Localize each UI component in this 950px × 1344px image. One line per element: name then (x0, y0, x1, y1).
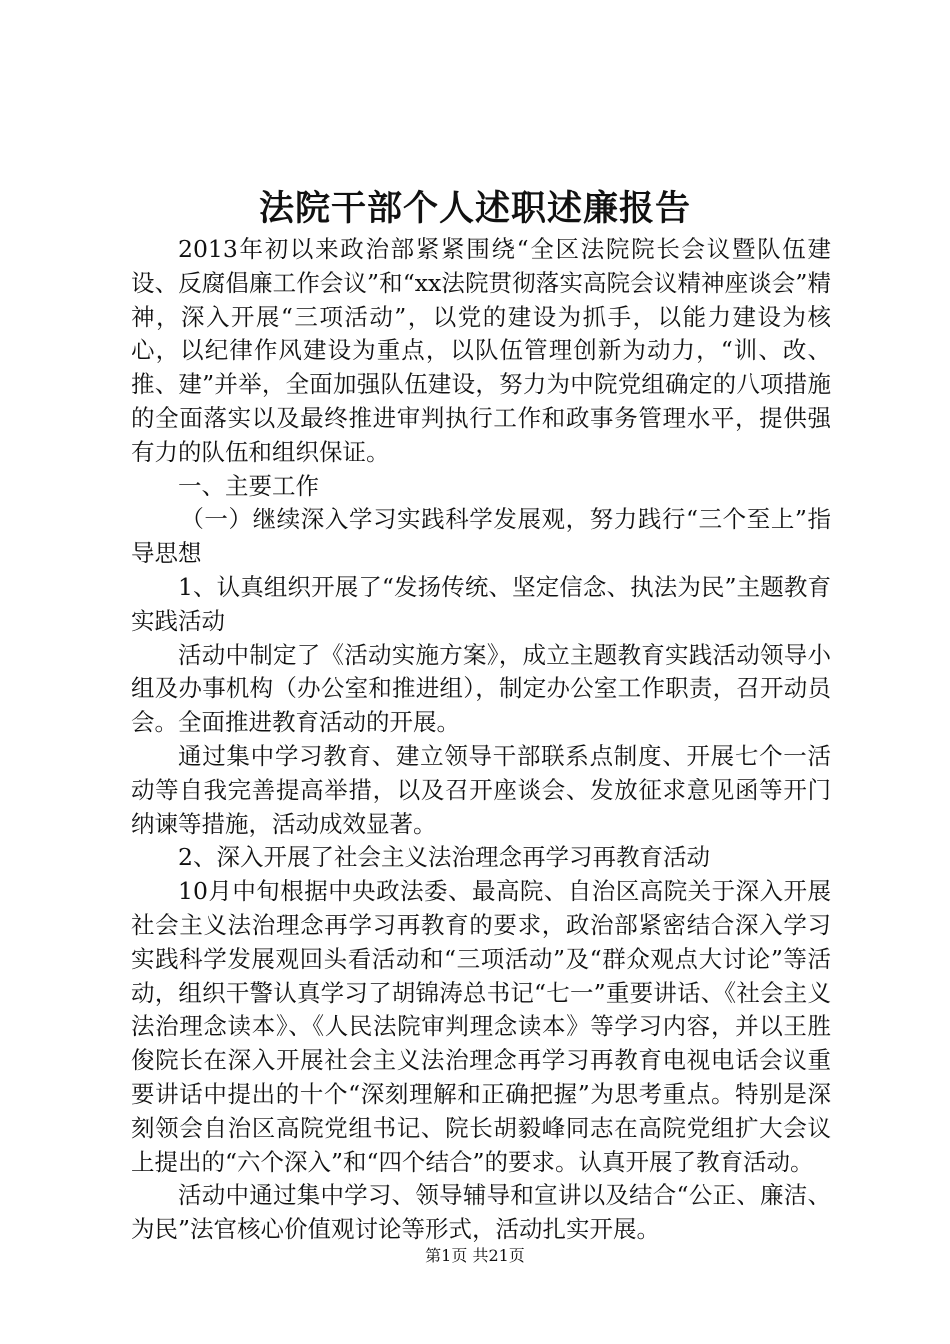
document-body (131, 233, 831, 1247)
item-heading-2: 2、深入开展了社会主义法治理念再学习再教育活动 (178, 843, 710, 872)
item-heading-1: 1、认真组织开展了“发扬传统、坚定信念、执法为民”主题教育实践活动 (131, 572, 831, 635)
paragraph: 10月中旬根据中央政法委、最高院、自治区高院关于深入开展社会主义法治理念再学习再教育的要求，政治部紧密结合深入学习实践科学发展观回头看活动和“三项活动”及“群众观点大讨论”等活动，组织干警认真学习了胡锦涛总书记“七一”重要讲话、《社会主义法治理念读本》、《人民法院审判理念读本》等学习内容，并以王胜俊院长在深入开展社会主义法治理念再学习再教育电视电话会议重要讲话中提出的十个“深刻理解和正确把握”为思考重点。特别是深刻领会自治区高院党组书记、院长胡毅峰同志在高院党组扩大会议上提出的“六个深入”和“四个结合”的要求。认真开展了教育活动。 (131, 877, 831, 1176)
page-footer: 第1页 共21页 (425, 1246, 525, 1265)
paragraph-intro: 2013年初以来政治部紧紧围绕“全区法院院长会议暨队伍建设、反腐倡廉工作会议”和“xx法院贯彻落实高院会议精神座谈会”精神，深入开展“三项活动”，以党的建设为抓手，以能力建设为核心，以纪律作风建设为重点，以队伍管理创新为动力，“训、改、推、建”并举，全面加强队伍建设，努力为中院党组确定的八项措施的全面落实以及最终推进审判执行工作和政事务管理水平，提供强有力的队伍和组织保证。 (131, 235, 831, 466)
document-title: 法院干部个人述职述廉报告 (258, 188, 691, 229)
paragraph: 通过集中学习教育、建立领导干部联系点制度、开展七个一活动等自我完善提高举措，以及召开座谈会、发放征求意见函等开门纳谏等措施，活动成效显著。 (131, 741, 831, 838)
paragraph: 活动中通过集中学习、领导辅导和宣讲以及结合“公正、廉洁、为民”法官核心价值观讨论等形式，活动扎实开展。 (131, 1181, 831, 1244)
heading-main-work: 一、主要工作 (178, 471, 319, 500)
paragraph: 活动中制定了《活动实施方案》，成立主题教育实践活动领导小组及办事机构（办公室和推进组），制定办公室工作职责，召开动员会。全面推进教育活动的开展。 (131, 640, 831, 737)
subheading-1: （一）继续深入学习实践科学发展观，努力践行“三个至上”指导思想 (131, 505, 831, 568)
